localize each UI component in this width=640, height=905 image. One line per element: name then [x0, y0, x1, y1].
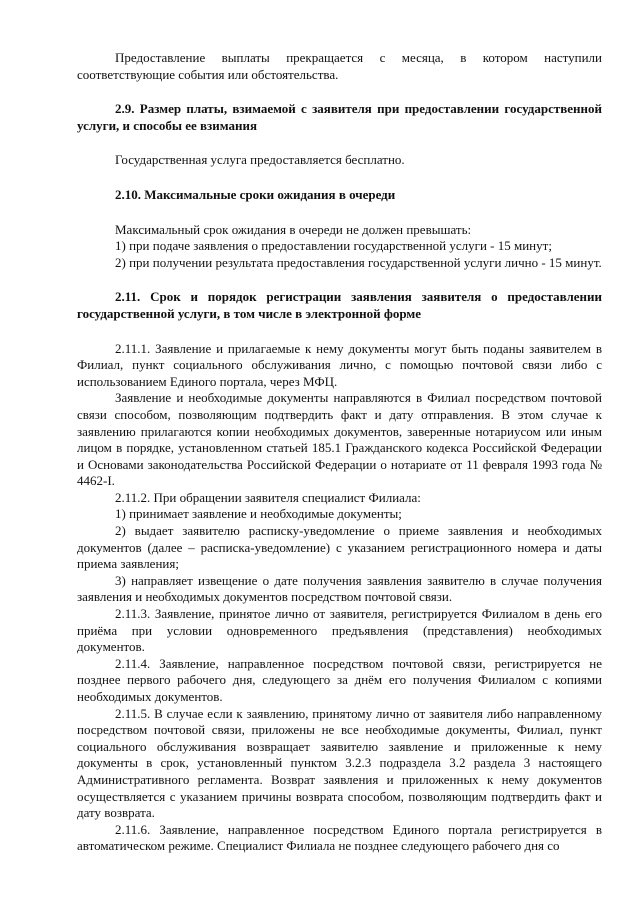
paragraph: 3) направляет извещение о дате получения заявления заявителю в случае получения заявления и необходимых документов посредством почтовой связи.: [77, 572, 602, 605]
paragraph: 1) принимает заявление и необходимые документы;: [115, 506, 402, 522]
paragraph-intro: Предоставление выплаты прекращается с месяца, в котором наступили соответствующие события или обстоятельства.: [77, 50, 602, 82]
paragraph: Заявление и необходимые документы направляются в Филиал посредством почтовой связи способом, позволяющим подтвердить факт и дату отправления. В этом случае к заявлению прилагаются копии необходимых документов, заверенные нотариусом или иным лицом в порядке, установленном статьей 185.1 Гражданского кодекса Российской Федерации и Основами законодательства Российской Федерации о нотариате от 11 февраля 1993 года № 4462-I.: [77, 390, 602, 489]
paragraph-2-10-1: Максимальный срок ожидания в очереди не должен превышать:: [115, 221, 472, 237]
paragraph-2-10-3: 2) при получении результата предоставления государственной услуги лично - 15 минут.: [115, 254, 602, 270]
paragraph: 2.11.2. При обращении заявителя специалист Филиала:: [115, 489, 421, 505]
paragraph: 2.11.5. В случае если к заявлению, принятому лично от заявителя либо направленному посредством почтовой связи, приложены не все необходимые документы, Филиал, пункт социального обслуживания возвращает заявителю заявление и приложенные к нему документы в срок, установленный пунктом 3.2.3 подраздела 3.2 раздела 3 настоящего Административного регламента. Возврат заявления и приложенных к нему документов осуществляется с указанием причины возврата способом, позволяющим подтвердить факт и дату возврата.: [77, 705, 602, 821]
document-page: [77, 50, 602, 855]
section-heading-2-10: 2.10. Максимальные сроки ожидания в очереди: [115, 186, 396, 202]
paragraph: 2) выдает заявителю расписку-уведомление о приеме заявления и необходимых документов (далее – расписка-уведомление) с указанием регистрационного номера и даты приема заявления;: [77, 523, 602, 572]
section-heading-2-11: 2.11. Срок и порядок регистрации заявления заявителя о предоставлении государственной услуги, в том числе в электронной форме: [77, 289, 602, 321]
paragraph-2-10-2: 1) при подаче заявления о предоставлении государственной услуги - 15 минут;: [115, 238, 552, 254]
paragraph: 2.11.1. Заявление и прилагаемые к нему документы могут быть поданы заявителем в Филиал, пункт социального обслуживания лично, с помощью почтовой связи либо с использованием Единого портала, через МФЦ.: [77, 340, 602, 389]
section-heading-2-9: 2.9. Размер платы, взимаемой с заявителя при предоставлении государственной услуги, и способы ее взимания: [77, 101, 602, 133]
paragraph: 2.11.3. Заявление, принятое лично от заявителя, регистрируется Филиалом в день его приёма при условии одновременного предъявления (представления) необходимых документов.: [77, 606, 602, 655]
paragraph: 2.11.6. Заявление, направленное посредством Единого портала регистрируется в автоматическом режиме. Специалист Филиала не позднее следующего рабочего дня со: [77, 821, 602, 854]
paragraph-2-9: Государственная услуга предоставляется бесплатно.: [115, 152, 405, 168]
paragraph: 2.11.4. Заявление, направленное посредством почтовой связи, регистрируется не позднее первого рабочего дня, следующего за днём его получения Филиалом с копиями необходимых документов.: [77, 655, 602, 704]
